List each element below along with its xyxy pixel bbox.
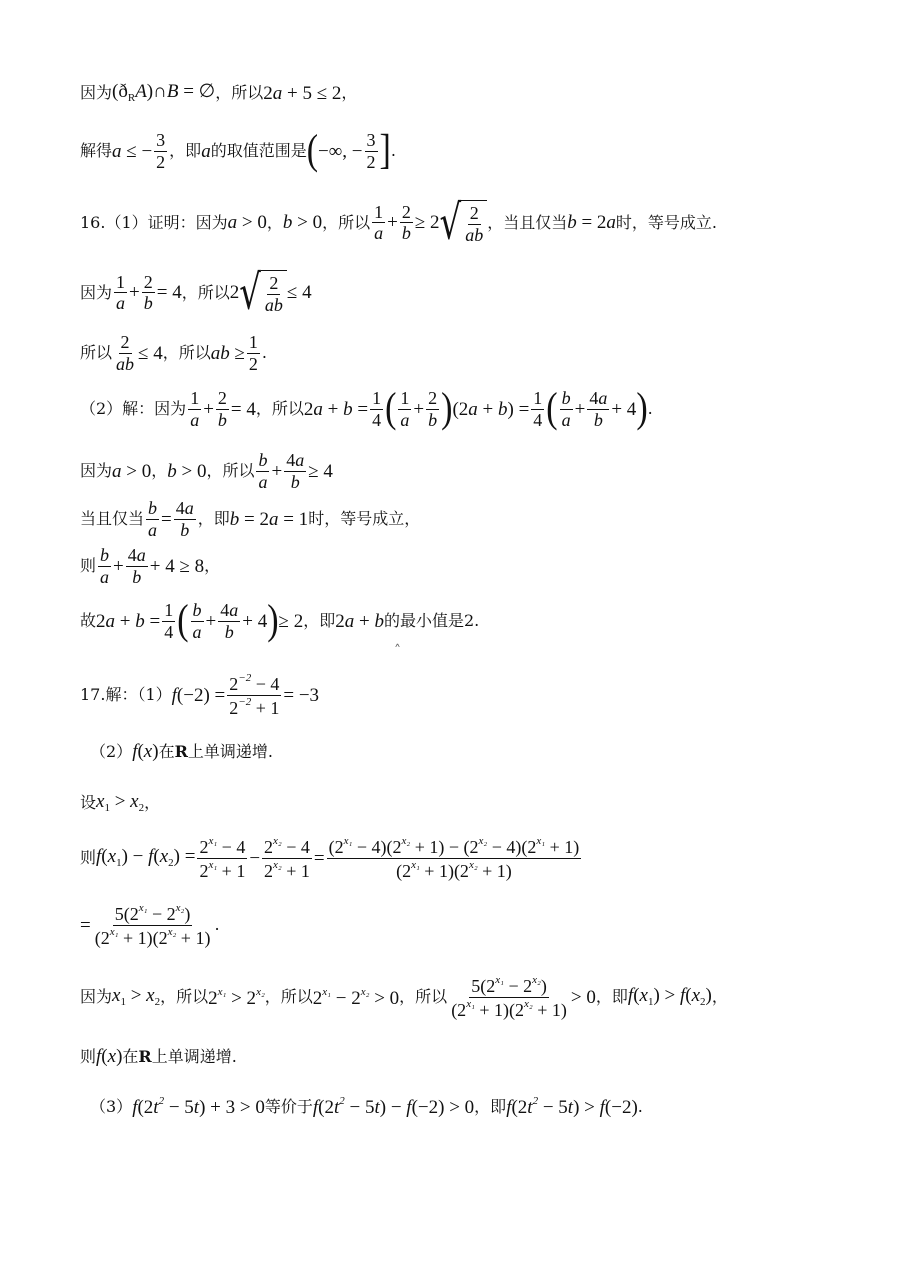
text: （3） (90, 1096, 133, 1116)
fraction: $\frac{3}{2}$ (156, 130, 166, 172)
text: ， (341, 83, 358, 102)
text: 故 (80, 611, 97, 631)
text: 因为 (80, 282, 113, 302)
text: 上单调递增. (187, 741, 273, 761)
line-2: 解得 a ≤ − $\frac{3}{2}$ ，即 a 的取值范围是 ( −∞, − $\frac{3}{2}$ ] . (80, 127, 396, 174)
fraction: $\frac{3}{2}$ (366, 130, 376, 172)
line-14: 则 $f(x_1) - f(x_2)$ = $\frac{2^{x_1} - 4}{2^{x_1} + 1}$ − $\frac{2^{x_2} - 4}{2^{x_2} + 1}$ = $\frac{(2^{x_1} - 4)(2^{x_2} + 1) - (2^{x_2} - 4)(2^{x_1} + 1)}{(2^{x_1} + 1)(2^{x_2} + 1)}$ (80, 835, 580, 881)
text: ，所以 (399, 987, 448, 1007)
line-12: （2） f(x) 在 R 上单调递增. (90, 741, 273, 762)
line-8: 当且仅当 $\frac{b}{a}$ = $\frac{4a}{b}$ ，即 b = 2a = 1 时，等号成立， (80, 498, 421, 540)
line-7: 因为 a > 0 ， b > 0 ，所以 $\frac{b}{a}$ + $\frac{4a}{b}$ ≥ 4 (80, 450, 333, 492)
text: （2）解：因为 (80, 399, 187, 419)
text: 则 (80, 1046, 97, 1066)
text: ，所以 (162, 343, 211, 363)
text: 在 (158, 741, 175, 761)
line-16: 因为 $x_1 > x_2$ ，所以 $2^{x_1} > 2^{x_2}$ ，所以 $2^{x_1} - 2^{x_2} > 0$ ，所以 $\frac{5(2^{x_1} - 2^{x_2})}{(2^{x_1} + 1)(2^{x_2} + 1)}$ > 0 ，即 $f(x_1) > f(x_2)$ ， (80, 974, 728, 1020)
text: 上单调递增. (151, 1046, 237, 1066)
line-1 (80, 82, 357, 104)
line-13: 设 $x_1 > x_2$ ， (80, 791, 161, 814)
line-9: 则 $\frac{b}{a}$ + $\frac{4a}{b}$ + 4 ≥ 8 ， (80, 545, 221, 587)
text: ，所以 (264, 987, 313, 1007)
text: （2） (90, 741, 133, 761)
text: ，即 (303, 611, 336, 631)
text: 时，等号成立. (615, 212, 718, 232)
text: ， (151, 461, 168, 481)
formula: $(ð_RA)\cap B$ = ∅ (112, 81, 216, 104)
text: ， (266, 212, 283, 232)
text: 在 (122, 1046, 139, 1066)
stray-mark: ˄ (394, 643, 401, 659)
text: 的取值范围是 (210, 141, 307, 161)
text: ，即 (595, 987, 628, 1007)
text: ，所以 (181, 282, 230, 302)
line-17: 则 f(x) 在 R 上单调递增. (80, 1046, 237, 1067)
text: 设 (80, 793, 97, 812)
text: ，当且仅当 (487, 212, 568, 232)
text: 17.解：（1） (80, 685, 172, 705)
text: 16.（1）证明：因为 (80, 212, 228, 232)
formula: 2a + 5 ≤ 2 (263, 82, 342, 104)
line-4: 因为 $\frac{1}{a}$ + $\frac{2}{b}$ = 4 ，所以 2 √ $\frac{2}{ab}$ ≤ 4 (80, 264, 312, 321)
text: 等价于 (264, 1096, 313, 1116)
text: ，所以 (255, 399, 304, 419)
formula: a ≤ − (112, 140, 153, 162)
text: 所以 (80, 343, 113, 363)
text: R (174, 741, 188, 761)
line-6: （2）解：因为 $\frac{1}{a}$ + $\frac{2}{b}$ = 4 ，所以 2a + b = $\frac{1}{4}$ ( $\frac{1}{a}$ + $\frac{2}{b}$ ) (2a + b) = $\frac{1}{4}$ ( $\frac{b}{a}$ + $\frac{4a}{b}$ + 4 ) . (80, 385, 653, 432)
line-10: 故 2a + b = $\frac{1}{4}$ ( $\frac{b}{a}$ + $\frac{4a}{b}$ + 4 ) ≥ 2 ，即 2a + b 的最小值是2. (80, 597, 480, 644)
text: ，所以 (215, 83, 264, 102)
text: ，即 (169, 141, 202, 161)
text: ，即 (197, 509, 230, 529)
text: 解得 (80, 141, 113, 161)
line-15: = $\frac{5(2^{x_1} - 2^{x_2})}{(2^{x_1} + 1)(2^{x_2} + 1)}$ . (80, 902, 220, 948)
line-5: 所以 $\frac{2}{ab}$ ≤ 4 ，所以 ab ≥ $\frac{1}{2}$ . (80, 332, 267, 374)
text: 因为 (80, 987, 113, 1007)
text: ，所以 (322, 212, 371, 232)
text: 则 (80, 556, 97, 576)
line-3: 16.（1）证明：因为 a > 0 ， b > 0 ，所以 $\frac{1}{a}$ + $\frac{2}{b}$ ≥ 2 √ $\frac{2}{ab}$ ，当且仅当 b = 2a 时，等号成立. (80, 194, 718, 251)
text: ，所以 (160, 987, 209, 1007)
text: ，所以 (206, 461, 255, 481)
text: 的最小值是2. (383, 611, 480, 631)
text: R (138, 1046, 152, 1066)
text: 时，等号成立， (308, 509, 421, 529)
text: 当且仅当 (80, 509, 145, 529)
line-18: （3） $f(2t^2 - 5t) + 3 > 0$ 等价于 $f(2t^2 - 5t) - f(-2) > 0$ ，即 $f(2t^2 - 5t) > f(-2)$ . (90, 1095, 643, 1118)
variable: a (201, 140, 211, 162)
text: 则 (80, 848, 97, 868)
text: 因为 (80, 83, 113, 102)
line-11: 17.解：（1） f(−2) = $\frac{2^{-2} - 4}{2^{-2} + 1}$ = −3 (80, 672, 320, 718)
text: 因为 (80, 461, 113, 481)
text: ，即 (474, 1096, 507, 1116)
